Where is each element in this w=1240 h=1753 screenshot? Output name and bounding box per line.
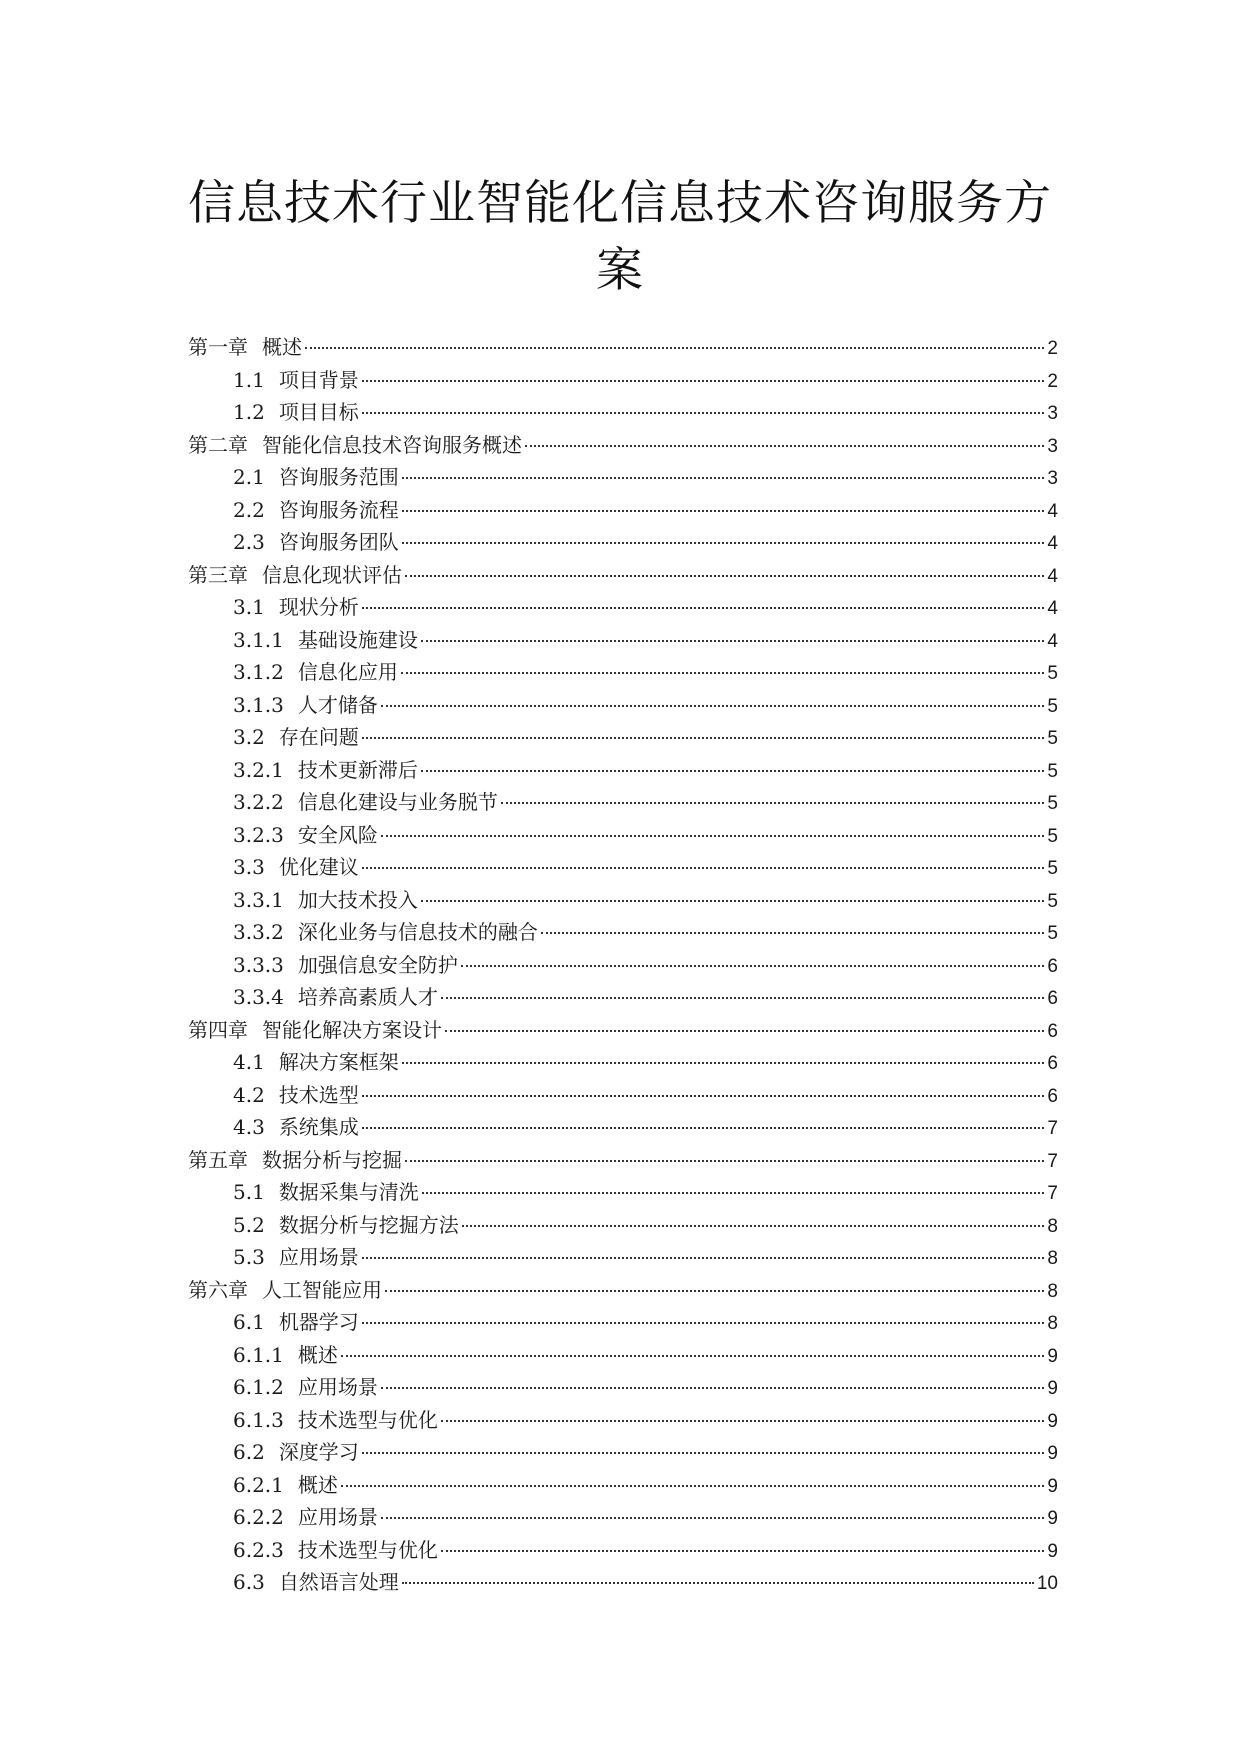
- toc-page-number: 6: [1047, 988, 1058, 1009]
- toc-entry-level-3[interactable]: [188, 624, 1058, 657]
- toc-entry-title: 安全风险: [297, 822, 378, 847]
- toc-entry-number: 4.1: [233, 1050, 265, 1074]
- toc-entry-title: 咨询服务流程: [278, 497, 399, 522]
- toc-page-number: 10: [1036, 1573, 1058, 1594]
- toc-page-number: 5: [1047, 695, 1058, 717]
- toc-dot-leader: [401, 672, 1045, 674]
- toc-entry-title: 数据分析与挖掘方法: [278, 1212, 459, 1237]
- toc-page-number: 8: [1047, 1313, 1058, 1334]
- toc-entry-level-1[interactable]: [188, 559, 1058, 592]
- toc-entry-level-2[interactable]: [188, 526, 1058, 559]
- toc-page-number: 2: [1047, 338, 1058, 359]
- toc-entry-number: 1.1: [233, 367, 265, 392]
- toc-entry-level-3[interactable]: [188, 884, 1058, 917]
- toc-dot-leader: [461, 965, 1045, 967]
- toc-page-number: 3: [1047, 468, 1058, 489]
- toc-page-number: 5: [1047, 793, 1058, 814]
- toc-page-number: 5: [1047, 890, 1058, 912]
- toc-entry-number: 5.3: [233, 1245, 265, 1269]
- toc-page-number: 9: [1047, 1345, 1058, 1367]
- toc-entry-title: 技术更新滞后: [297, 757, 418, 782]
- toc-dot-leader: [445, 1030, 1044, 1032]
- toc-entry-title: 应用场景: [278, 1245, 359, 1269]
- toc-entry-number: 第五章: [188, 1147, 248, 1172]
- toc-page-number: 5: [1047, 825, 1058, 847]
- toc-entry-title: 现状分析: [278, 595, 359, 619]
- toc-page-number: 6: [1047, 955, 1058, 977]
- toc-page-number: 3: [1047, 403, 1058, 424]
- toc-entry-title: 机器学习: [278, 1310, 359, 1334]
- toc-entry-number: 2.1: [233, 465, 265, 489]
- toc-entry-number: 6.1.1: [233, 1342, 284, 1367]
- toc-entry-level-3[interactable]: [188, 981, 1058, 1014]
- toc-entry-level-1[interactable]: [188, 1274, 1058, 1307]
- toc-page-number: 9: [1047, 1508, 1058, 1529]
- toc-dot-leader: [405, 575, 1044, 577]
- toc-entry-number: 3.3: [233, 855, 265, 879]
- toc-entry-level-1[interactable]: [188, 331, 1058, 364]
- toc-entry-title: 存在问题: [278, 725, 359, 749]
- toc-entry-number: 1.2: [233, 400, 265, 424]
- toc-page-number: 8: [1047, 1280, 1058, 1302]
- toc-page-number: 4: [1047, 598, 1058, 619]
- toc-entry-number: 第一章: [188, 335, 248, 359]
- toc-entry-number: 3.1.3: [233, 692, 284, 717]
- toc-entry-number: 3.3.1: [233, 887, 284, 912]
- toc-page-number: 9: [1047, 1540, 1058, 1562]
- toc-dot-leader: [402, 542, 1045, 544]
- toc-page-number: 4: [1047, 500, 1058, 522]
- toc-entry-title: 智能化解决方案设计: [262, 1017, 442, 1042]
- toc-entry-number: 4.2: [233, 1082, 265, 1107]
- toc-dot-leader: [381, 705, 1045, 707]
- toc-entry-level-2[interactable]: [188, 1566, 1058, 1599]
- toc-page-number: 5: [1047, 858, 1058, 879]
- document-title-line-2: 案: [596, 243, 644, 298]
- toc-entry-title: 概述: [297, 1342, 338, 1367]
- toc-dot-leader: [421, 900, 1045, 902]
- toc-entry-title: 应用场景: [297, 1375, 378, 1399]
- toc-entry-level-2[interactable]: [188, 1436, 1058, 1469]
- toc-dot-leader: [362, 1257, 1045, 1259]
- toc-dot-leader: [422, 1192, 1045, 1194]
- toc-entry-level-3[interactable]: [188, 1469, 1058, 1502]
- toc-page-number: 9: [1047, 1378, 1058, 1399]
- toc-entry-title: 优化建议: [278, 855, 359, 879]
- toc-page-number: 2: [1047, 370, 1058, 392]
- toc-entry-title: 概述: [297, 1472, 338, 1497]
- toc-entry-title: 人工智能应用: [262, 1277, 382, 1302]
- toc-entry-number: 3.1.1: [233, 627, 284, 652]
- toc-dot-leader: [341, 1485, 1045, 1487]
- toc-page-number: 8: [1047, 1215, 1058, 1237]
- toc-dot-leader: [362, 1452, 1045, 1454]
- document-title-line-1: 信息技术行业智能化信息技术咨询服务方: [188, 176, 1052, 231]
- toc-entry-number: 4.3: [233, 1115, 265, 1139]
- toc-dot-leader: [501, 802, 1045, 804]
- toc-entry-level-3[interactable]: [188, 754, 1058, 787]
- toc-entry-level-3[interactable]: [188, 1534, 1058, 1567]
- toc-entry-title: 项目背景: [278, 367, 359, 392]
- toc-page-number: 5: [1047, 663, 1058, 684]
- toc-entry-level-2[interactable]: [188, 494, 1058, 527]
- toc-entry-title: 深化业务与信息技术的融合: [297, 920, 538, 944]
- toc-entry-title: 技术选型: [278, 1082, 359, 1107]
- table-of-contents: [188, 331, 1058, 1599]
- toc-entry-level-2[interactable]: [188, 1241, 1058, 1274]
- toc-entry-title: 项目目标: [278, 400, 359, 424]
- toc-entry-number: 6.2.2: [233, 1505, 284, 1529]
- toc-entry-level-3[interactable]: [188, 786, 1058, 819]
- toc-entry-number: 6.2: [233, 1440, 265, 1464]
- toc-dot-leader: [381, 1387, 1045, 1389]
- toc-entry-number: 6.1.2: [233, 1375, 284, 1399]
- toc-dot-leader: [421, 640, 1045, 642]
- toc-dot-leader: [362, 1322, 1045, 1324]
- toc-entry-level-3[interactable]: [188, 1501, 1058, 1534]
- toc-entry-title: 信息化现状评估: [262, 562, 402, 587]
- toc-entry-title: 培养高素质人才: [297, 985, 438, 1009]
- toc-dot-leader: [362, 607, 1045, 609]
- toc-entry-level-3[interactable]: [188, 656, 1058, 689]
- toc-entry-title: 加强信息安全防护: [297, 952, 458, 977]
- toc-entry-title: 解决方案框架: [278, 1050, 399, 1074]
- toc-entry-title: 技术选型与优化: [297, 1407, 438, 1432]
- toc-entry-number: 3.2.1: [233, 757, 284, 782]
- toc-page-number: 4: [1047, 565, 1058, 587]
- toc-entry-number: 3.3.3: [233, 952, 284, 977]
- toc-dot-leader: [441, 1550, 1045, 1552]
- toc-entry-number: 6.2.1: [233, 1472, 284, 1497]
- toc-entry-title: 数据分析与挖掘: [262, 1147, 402, 1172]
- toc-dot-leader: [421, 770, 1045, 772]
- toc-entry-title: 应用场景: [297, 1505, 378, 1529]
- toc-dot-leader: [541, 932, 1045, 934]
- toc-entry-title: 信息化建设与业务脱节: [297, 790, 498, 814]
- toc-dot-leader: [402, 1582, 1034, 1584]
- toc-dot-leader: [362, 1127, 1045, 1129]
- toc-entry-number: 5.1: [233, 1180, 265, 1204]
- toc-page-number: 6: [1047, 1020, 1058, 1042]
- toc-entry-number: 5.2: [233, 1212, 265, 1237]
- toc-entry-number: 第四章: [188, 1017, 248, 1042]
- toc-dot-leader: [381, 1517, 1045, 1519]
- toc-entry-number: 3.2.2: [233, 790, 284, 814]
- toc-dot-leader: [362, 380, 1045, 382]
- toc-entry-number: 6.3: [233, 1570, 265, 1594]
- toc-entry-level-2[interactable]: [188, 591, 1058, 624]
- toc-entry-level-3[interactable]: [188, 1371, 1058, 1404]
- toc-entry-title: 概述: [262, 335, 302, 359]
- toc-entry-title: 人才储备: [297, 692, 378, 717]
- toc-dot-leader: [441, 997, 1045, 999]
- toc-page-number: 9: [1047, 1475, 1058, 1497]
- toc-entry-number: 第二章: [188, 432, 248, 457]
- toc-entry-level-3[interactable]: [188, 916, 1058, 949]
- toc-entry-level-2[interactable]: [188, 1079, 1058, 1112]
- toc-entry-level-2[interactable]: [188, 1111, 1058, 1144]
- toc-dot-leader: [362, 412, 1045, 414]
- toc-dot-leader: [305, 347, 1044, 349]
- toc-page-number: 3: [1047, 435, 1058, 457]
- toc-entry-level-2[interactable]: [188, 721, 1058, 754]
- toc-page-number: 9: [1047, 1410, 1058, 1432]
- toc-dot-leader: [402, 1062, 1045, 1064]
- toc-entry-number: 6.1: [233, 1310, 265, 1334]
- toc-page-number: 7: [1047, 1150, 1058, 1172]
- toc-entry-number: 3.3.4: [233, 985, 284, 1009]
- toc-entry-number: 6.1.3: [233, 1407, 284, 1432]
- toc-page-number: 8: [1047, 1248, 1058, 1269]
- toc-entry-level-1[interactable]: [188, 429, 1058, 462]
- toc-dot-leader: [362, 1095, 1045, 1097]
- toc-entry-number: 3.1: [233, 595, 265, 619]
- toc-dot-leader: [362, 737, 1045, 739]
- toc-entry-title: 自然语言处理: [278, 1570, 399, 1594]
- toc-entry-number: 6.2.3: [233, 1537, 284, 1562]
- toc-page-number: 9: [1047, 1443, 1058, 1464]
- toc-entry-title: 信息化应用: [297, 660, 398, 684]
- toc-entry-title: 深度学习: [278, 1440, 359, 1464]
- toc-entry-level-2[interactable]: [188, 396, 1058, 429]
- toc-entry-number: 2.2: [233, 497, 265, 522]
- toc-page-number: 4: [1047, 630, 1058, 652]
- toc-page-number: 4: [1047, 533, 1058, 554]
- toc-entry-title: 加大技术投入: [297, 887, 418, 912]
- toc-dot-leader: [525, 445, 1044, 447]
- toc-entry-title: 数据采集与清洗: [278, 1180, 419, 1204]
- toc-entry-level-3[interactable]: [188, 1404, 1058, 1437]
- toc-entry-title: 咨询服务范围: [278, 465, 399, 489]
- toc-page-number: 6: [1047, 1053, 1058, 1074]
- toc-entry-title: 系统集成: [278, 1115, 359, 1139]
- toc-entry-level-2[interactable]: [188, 851, 1058, 884]
- toc-entry-level-2[interactable]: [188, 1306, 1058, 1339]
- toc-entry-level-2[interactable]: [188, 1176, 1058, 1209]
- toc-page-number: 5: [1047, 728, 1058, 749]
- toc-entry-number: 3.1.2: [233, 660, 284, 684]
- toc-entry-number: 第六章: [188, 1277, 248, 1302]
- toc-dot-leader: [385, 1290, 1044, 1292]
- toc-entry-title: 技术选型与优化: [297, 1537, 438, 1562]
- toc-page-number: 7: [1047, 1183, 1058, 1204]
- toc-entry-level-2[interactable]: [188, 364, 1058, 397]
- toc-entry-number: 2.3: [233, 530, 265, 554]
- toc-entry-level-3[interactable]: [188, 689, 1058, 722]
- toc-page-number: 6: [1047, 1085, 1058, 1107]
- toc-entry-level-1[interactable]: [188, 1014, 1058, 1047]
- toc-page-number: 5: [1047, 923, 1058, 944]
- toc-dot-leader: [441, 1420, 1045, 1422]
- toc-entry-level-3[interactable]: [188, 819, 1058, 852]
- toc-entry-number: 3.2: [233, 725, 265, 749]
- toc-entry-level-3[interactable]: [188, 949, 1058, 982]
- toc-entry-title: 基础设施建设: [297, 627, 418, 652]
- document-title: [160, 170, 1080, 304]
- toc-dot-leader: [341, 1355, 1045, 1357]
- toc-entry-level-2[interactable]: [188, 461, 1058, 494]
- toc-dot-leader: [402, 477, 1045, 479]
- toc-entry-level-3[interactable]: [188, 1339, 1058, 1372]
- toc-dot-leader: [462, 1225, 1045, 1227]
- toc-dot-leader: [381, 835, 1045, 837]
- toc-entry-number: 3.2.3: [233, 822, 284, 847]
- toc-dot-leader: [402, 510, 1045, 512]
- toc-entry-level-2[interactable]: [188, 1209, 1058, 1242]
- toc-dot-leader: [362, 867, 1045, 869]
- toc-page-number: 7: [1047, 1118, 1058, 1139]
- toc-entry-level-1[interactable]: [188, 1144, 1058, 1177]
- toc-dot-leader: [405, 1160, 1044, 1162]
- toc-entry-title: 咨询服务团队: [278, 530, 399, 554]
- toc-entry-number: 3.3.2: [233, 920, 284, 944]
- toc-entry-number: 第三章: [188, 562, 248, 587]
- toc-entry-level-2[interactable]: [188, 1046, 1058, 1079]
- toc-page-number: 5: [1047, 760, 1058, 782]
- toc-entry-title: 智能化信息技术咨询服务概述: [262, 432, 522, 457]
